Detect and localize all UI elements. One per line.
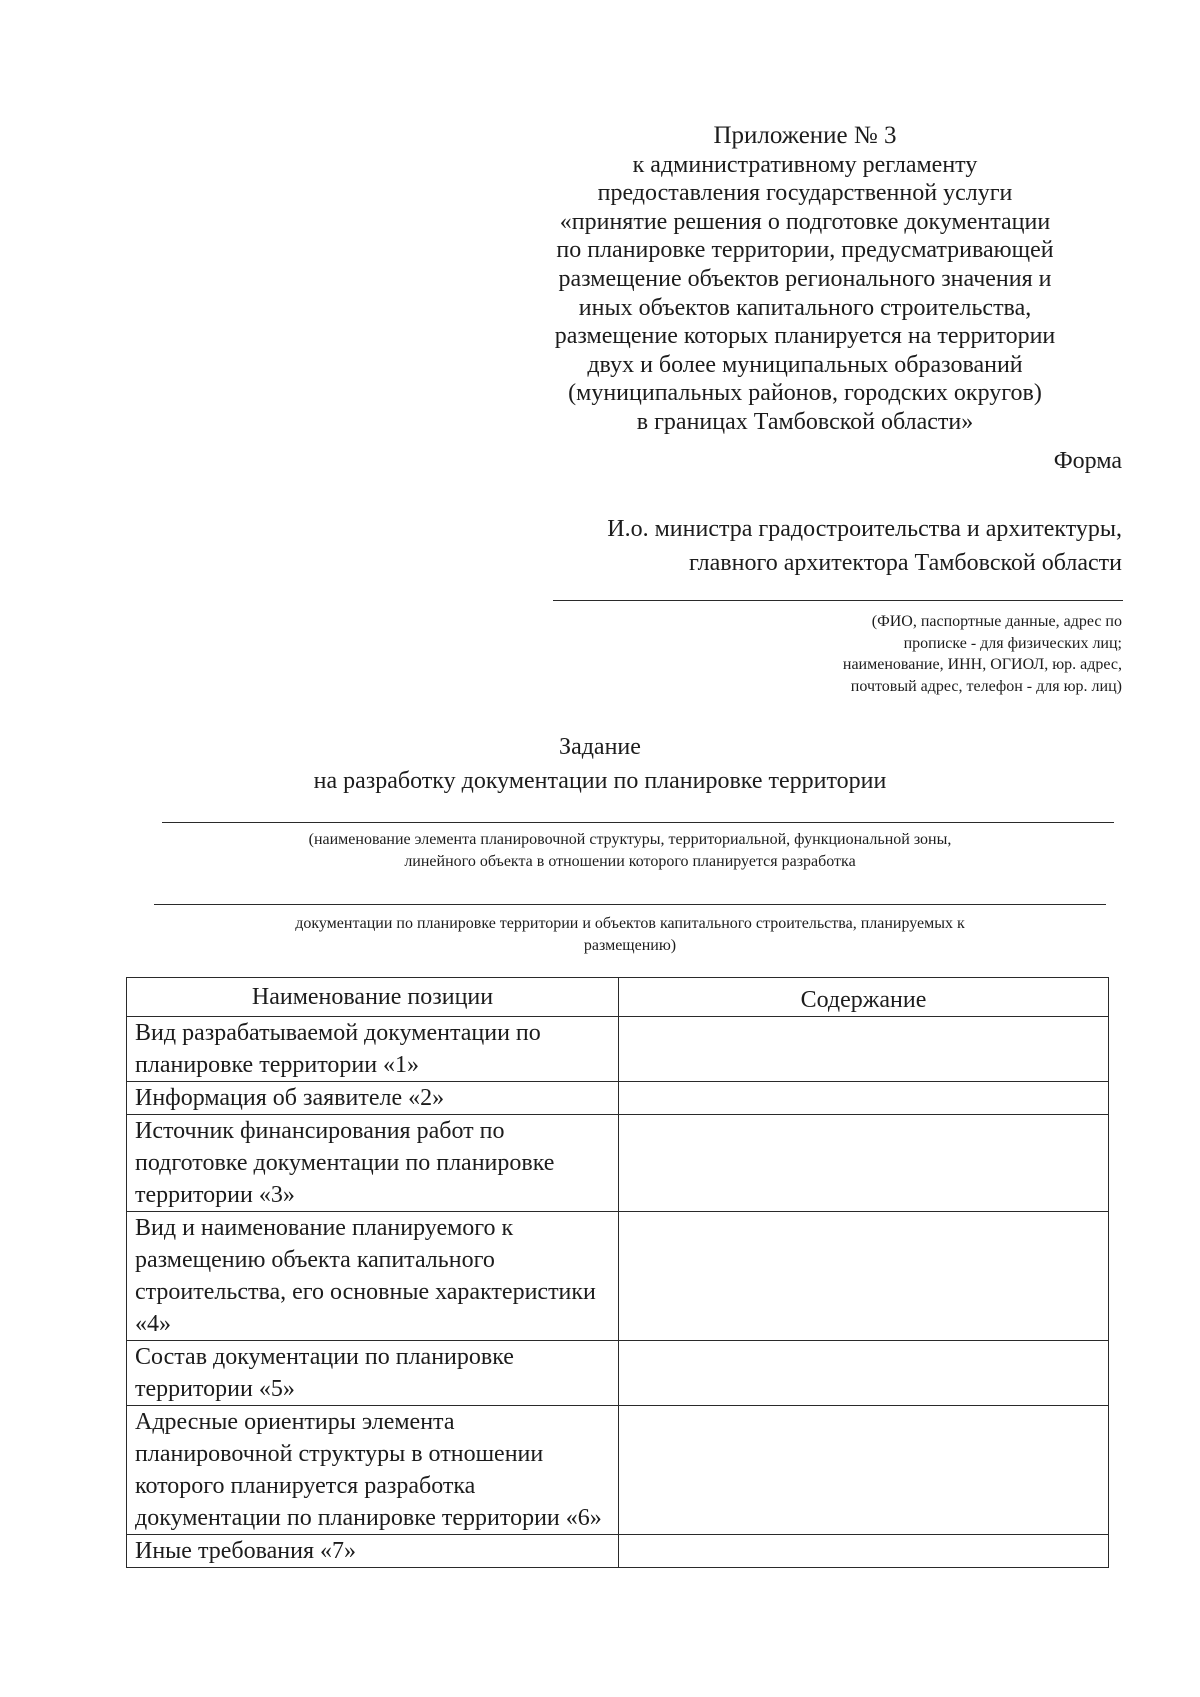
appendix-title: Приложение № 3 (713, 122, 897, 149)
applicant-note-line: (ФИО, паспортные данные, адрес по (871, 613, 1122, 630)
appendix-line: размещение объектов регионального значения и (558, 265, 1052, 292)
appendix-line: в границах Тамбовской области» (636, 408, 974, 435)
applicant-note-line: почтовый адрес, телефон - для юр. лиц) (850, 677, 1122, 695)
table-row (127, 1406, 1109, 1535)
row-content[interactable] (619, 1017, 1109, 1082)
table-row (127, 1017, 1109, 1082)
table-header-row (127, 978, 1109, 1017)
header-content: Содержание (619, 978, 1109, 1017)
appendix-line: предоставления государственной услуги (597, 180, 1013, 207)
row-name: Адресные ориентиры элемента планировочной структуры в отношении которого планируется разработка документации по планировке территории «6» (127, 1406, 619, 1535)
documentation-note-line: документации по планировке территории и объектов капитального строительства, планируемых к (295, 915, 965, 932)
table-row (127, 1082, 1109, 1115)
element-note (150, 829, 1110, 872)
appendix-line: двух и более муниципальных образований (587, 351, 1023, 378)
element-note-line: (наименование элемента планировочной структуры, территориальной, функциональной зоны, (308, 831, 952, 848)
task-subtitle: на разработку документации по планировке территории (313, 768, 887, 794)
row-content[interactable] (619, 1341, 1109, 1406)
documentation-line (154, 904, 1106, 905)
documentation-note-line: размещению) (583, 936, 677, 954)
row-name: Состав документации по планировке территории «5» (127, 1341, 619, 1406)
appendix-line: «принятие решения о подготовке документации (559, 208, 1051, 235)
appendix-line: размещение которых планируется на территории (554, 323, 1056, 350)
table-row (127, 1535, 1109, 1568)
addressee-line-2: главного архитектора Тамбовской области (689, 550, 1122, 576)
row-content[interactable] (619, 1212, 1109, 1341)
appendix-line: иных объектов капитального строительства, (578, 294, 1032, 321)
addressee-block (422, 512, 1122, 580)
table-row (127, 1212, 1109, 1341)
row-content[interactable] (619, 1535, 1109, 1568)
row-content[interactable] (619, 1406, 1109, 1535)
table-row (127, 1341, 1109, 1406)
row-name: Вид и наименование планируемого к размещению объекта капитального строительства, его основные характеристики «4» (127, 1212, 619, 1341)
task-table (126, 977, 1109, 1568)
row-name: Информация об заявителе «2» (127, 1082, 619, 1115)
applicant-note-line: наименование, ИНН, ОГИОЛ, юр. адрес, (842, 656, 1122, 673)
row-name: Источник финансирования работ по подготовке документации по планировке территории «3» (127, 1115, 619, 1212)
applicant-signature-line (553, 600, 1123, 601)
table-row (127, 1115, 1109, 1212)
appendix-line: (муниципальных районов, городских округов) (568, 380, 1042, 407)
appendix-line: к административному регламенту (632, 151, 978, 178)
form-label: Форма (1053, 448, 1122, 474)
row-content[interactable] (619, 1082, 1109, 1115)
applicant-note (702, 611, 1122, 697)
row-name: Вид разрабатываемой документации по планировке территории «1» (127, 1017, 619, 1082)
documentation-note (150, 913, 1110, 956)
applicant-note-line: прописке - для физических лиц; (903, 634, 1122, 652)
row-name: Иные требования «7» (127, 1535, 619, 1568)
element-note-line: линейного объекта в отношении которого планируется разработка (404, 852, 856, 870)
appendix-line: по планировке территории, предусматривающей (556, 237, 1054, 264)
addressee-line-1: И.о. министра градостроительства и архитектуры, (607, 516, 1122, 542)
appendix-block (480, 122, 1130, 437)
header-position-name: Наименование позиции (127, 978, 619, 1017)
element-name-line (162, 822, 1114, 823)
row-content[interactable] (619, 1115, 1109, 1212)
task-title: Задание (559, 734, 641, 760)
